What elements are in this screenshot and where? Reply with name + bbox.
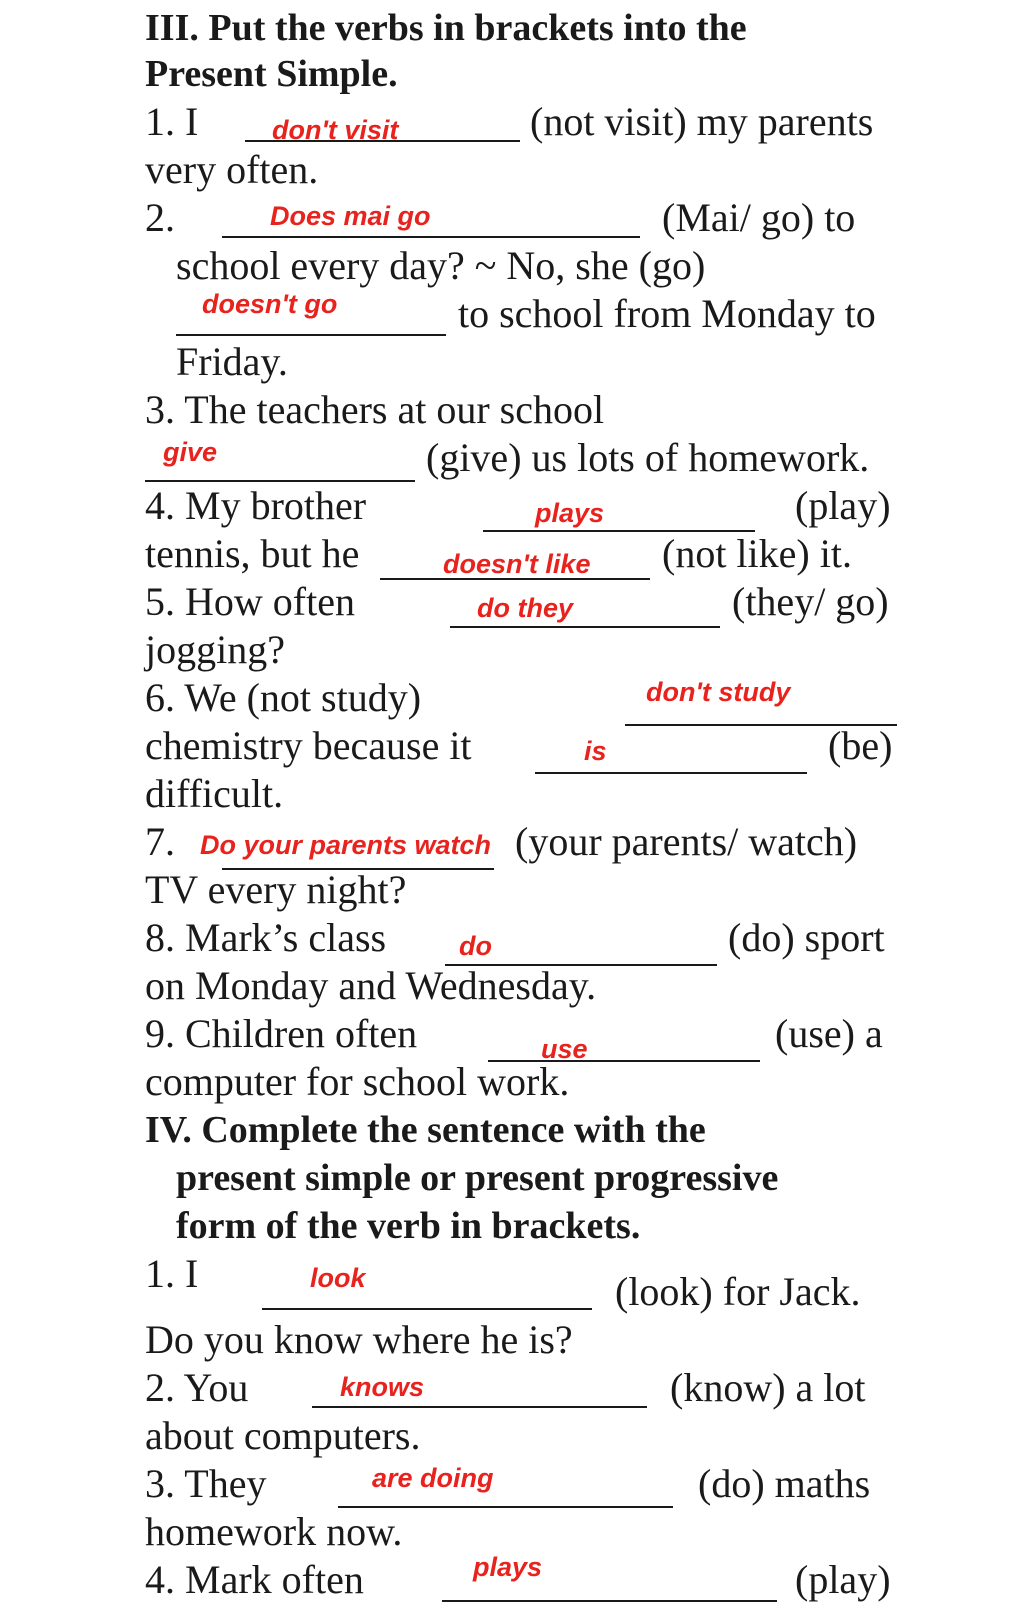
iv-q1-suffix: (look) for Jack. xyxy=(615,1269,861,1314)
q1-cont: very often. xyxy=(145,147,319,192)
iv-q3-line-2: homework now. xyxy=(145,1509,403,1554)
iv-q2-line-2: about computers. xyxy=(145,1413,421,1458)
q1-answer: don't visit xyxy=(272,115,399,145)
iv-q1-blank[interactable] xyxy=(262,1308,592,1310)
section-3-heading-cont: Present Simple. xyxy=(145,53,398,95)
q2-prefix: 2. xyxy=(145,195,175,240)
q7-prefix: 7. xyxy=(145,819,175,864)
q4-suffix: (play) xyxy=(795,483,891,528)
q2-line-3: to school from Monday to xyxy=(458,291,876,336)
iv-q2-suffix: (know) a lot xyxy=(670,1365,866,1410)
q5-answer: do they xyxy=(477,593,574,623)
q2-line-2: school every day? ~ No, she (go) xyxy=(176,243,706,288)
q7-suffix: (your parents/ watch) xyxy=(515,819,858,864)
q6-line-3: difficult. xyxy=(145,771,284,816)
q3-suffix: (give) us lots of homework. xyxy=(426,435,870,480)
section-3-heading: III. Put the verbs in brackets into the xyxy=(145,7,747,49)
iv-q2-blank[interactable] xyxy=(312,1406,647,1408)
q6-prefix: 6. We (not study) xyxy=(145,675,422,720)
q2-answer-1: Does mai go xyxy=(270,201,431,231)
q6-answer-1: don't study xyxy=(646,677,791,707)
section-4-heading-cont-1: present simple or present progressive xyxy=(176,1157,779,1199)
q9-answer: use xyxy=(541,1034,588,1064)
iv-q2-prefix: 2. You xyxy=(145,1365,249,1410)
q8-suffix: (do) sport xyxy=(728,915,885,960)
q6-blank-2[interactable] xyxy=(535,772,807,774)
q4-line-2-end: (not like) it. xyxy=(662,531,852,576)
q4-answer-2: doesn't like xyxy=(443,549,591,579)
q6-line-2-end: (be) xyxy=(828,723,893,768)
q7-line-2: TV every night? xyxy=(145,867,407,912)
iv-q3-prefix: 3. They xyxy=(145,1461,267,1506)
q4-answer-1: plays xyxy=(535,498,605,528)
q2-blank-1[interactable] xyxy=(222,236,640,238)
q5-suffix: (they/ go) xyxy=(732,579,889,624)
q9-prefix: 9. Children often xyxy=(145,1011,418,1056)
q9-line-2: computer for school work. xyxy=(145,1059,570,1104)
q6-line-2: chemistry because it xyxy=(145,723,472,768)
q8-answer: do xyxy=(459,931,492,961)
q2-blank-2[interactable] xyxy=(176,334,446,336)
q5-prefix: 5. How often xyxy=(145,579,355,624)
q6-answer-2: is xyxy=(584,736,607,766)
iv-q4-suffix: (play) xyxy=(795,1557,891,1602)
q8-prefix: 8. Mark’s class xyxy=(145,915,387,960)
q7-answer: Do your parents watch xyxy=(200,830,492,860)
q4-line-2: tennis, but he xyxy=(145,531,360,576)
q1-suffix: (not visit) my parents xyxy=(530,99,874,144)
iv-q4-prefix: 4. Mark often xyxy=(145,1557,364,1602)
iv-q4-blank[interactable] xyxy=(442,1600,777,1602)
iv-q1-answer: look xyxy=(310,1263,366,1293)
iv-q1-prefix: 1. I xyxy=(145,1251,199,1296)
q5-line-2: jogging? xyxy=(145,627,285,672)
q1-prefix: 1. I xyxy=(145,99,199,144)
q2-suffix: (Mai/ go) to xyxy=(662,195,856,240)
q5-blank[interactable] xyxy=(450,626,720,628)
q3-line-1: 3. The teachers at our school xyxy=(145,387,605,432)
q2-line-4: Friday. xyxy=(176,339,288,384)
iv-q3-suffix: (do) maths xyxy=(698,1461,871,1506)
iv-q3-answer: are doing xyxy=(372,1463,494,1493)
iv-q4-answer: plays xyxy=(473,1552,543,1582)
q8-line-2: on Monday and Wednesday. xyxy=(145,963,597,1008)
q3-answer: give xyxy=(163,437,218,467)
q9-suffix: (use) a xyxy=(775,1011,883,1056)
section-4-heading: IV. Complete the sentence with the xyxy=(145,1109,706,1151)
iv-q2-answer: knows xyxy=(340,1372,425,1402)
q2-answer-2: doesn't go xyxy=(202,289,338,319)
q4-prefix: 4. My brother xyxy=(145,483,367,528)
section-4-heading-cont-2: form of the verb in brackets. xyxy=(176,1205,641,1247)
iv-q1-line-2: Do you know where he is? xyxy=(145,1317,573,1362)
